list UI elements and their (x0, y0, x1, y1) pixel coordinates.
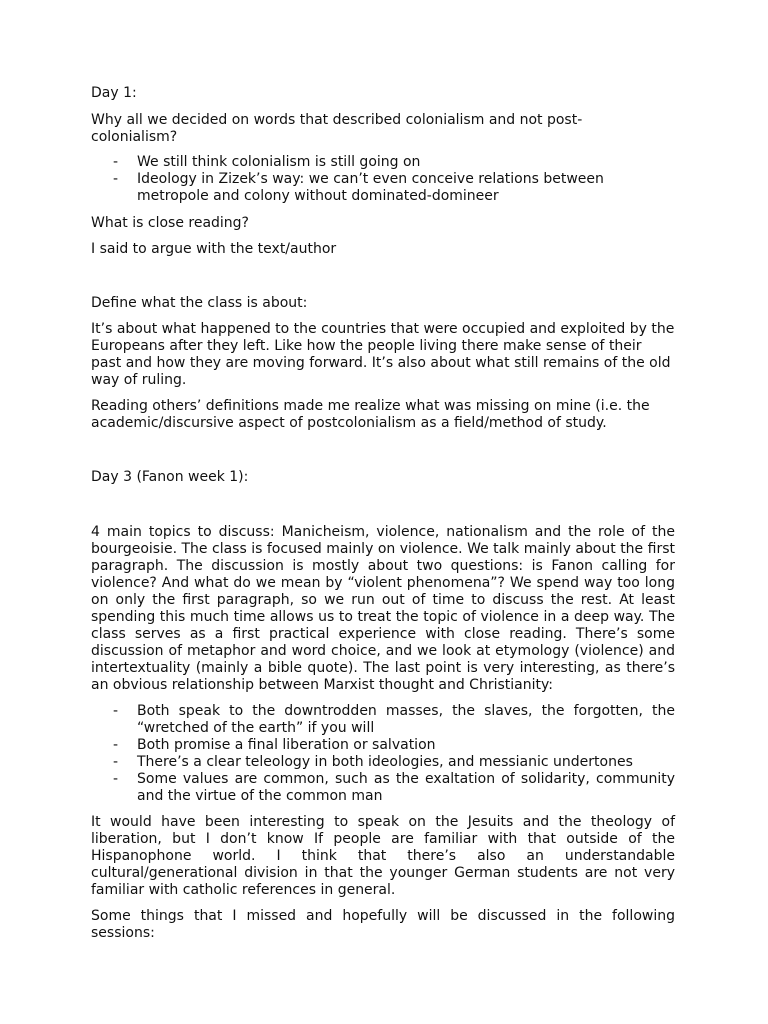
define-heading: Define what the class is about: (91, 295, 308, 311)
list-item: - Both speak to the downtrodden masses, the slaves, the forgotten, the “wretched of the earth” if you will (91, 703, 675, 737)
question-words: Why all we decided on words that described colonialism and not post-colonialism? (91, 112, 583, 145)
list-item: - Some values are common, such as the exaltation of solidarity, community and the virtue of the common man (91, 771, 675, 805)
list-item: - We still think colonialism is still going on (91, 154, 675, 171)
list-item: - There’s a clear teleology in both ideologies, and messianic undertones (91, 754, 675, 771)
list-item: - Ideology in Zizek’s way: we can’t even conceive relations between metropole and colony without dominated-domineer (91, 171, 675, 205)
comparison-list (91, 703, 675, 805)
question-close-reading: What is close reading? (91, 215, 249, 231)
document-body (91, 85, 675, 942)
answer-list (91, 154, 675, 205)
day1-heading: Day 1: (91, 85, 137, 101)
answer-close-reading: I said to argue with the text/author (91, 241, 337, 257)
jesuits-paragraph: It would have been interesting to speak on the Jesuits and the theology of liberation, but I don’t know If people are familiar with that outside of the Hispanophone world. I think that there’s also an understandable cultural/generational division in that the younger German students are not very familiar with catholic references in general. (91, 814, 675, 898)
reading-others-paragraph: Reading others’ definitions made me realize what was missing on mine (i.e. the academic/discursive aspect of postcolonialism as a field/method of study. (91, 398, 650, 431)
define-paragraph: It’s about what happened to the countries that were occupied and exploited by the Europeans after they left. Like how the people living there make sense of their past and how they are moving forward. It’s also about what still remains of the old way of ruling. (91, 321, 675, 388)
missed-paragraph: Some things that I missed and hopefully will be discussed in the following sessions: (91, 908, 675, 941)
day3-paragraph: 4 main topics to discuss: Manicheism, violence, nationalism and the role of the bourgeoisie. The class is focused mainly on violence. We talk mainly about the first paragraph. The discussion is mostly about two questions: is Fanon calling for violence? And what do we mean by “violent phenomena”? We spend way too long on only the first paragraph, so we run out of time to discuss the rest. At least spending this much time allows us to treat the topic of violence in a deep way. The class serves as a first practical experience with close reading. There’s some discussion of metaphor and word choice, and we look at etymology (violence) and intertextuality (mainly a bible quote). The last point is very interesting, as there’s an obvious relationship between Marxist thought and Christianity: (91, 524, 675, 693)
day3-heading: Day 3 (Fanon week 1): (91, 469, 249, 485)
list-item: - Both promise a final liberation or salvation (91, 737, 675, 754)
